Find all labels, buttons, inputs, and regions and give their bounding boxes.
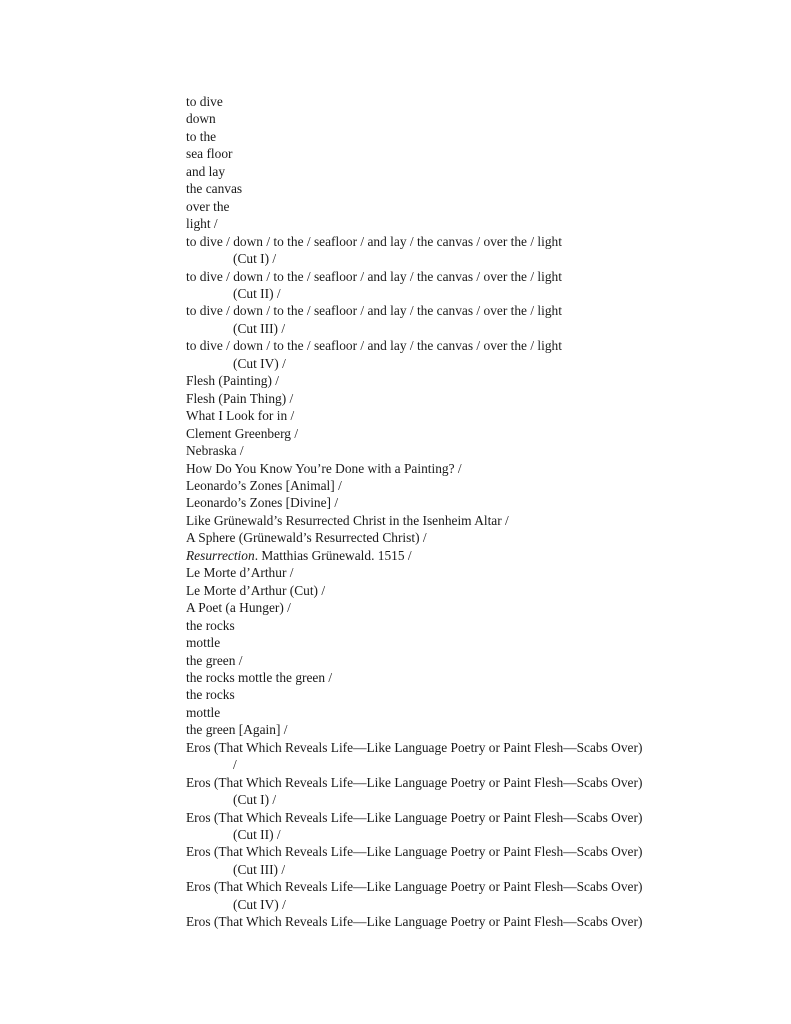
line-text: (Cut IV) / [233, 355, 286, 371]
line-text: (Cut II) / [233, 827, 281, 843]
text-line [186, 250, 746, 267]
line-text: Eros (That Which Reveals Life—Like Language Poetry or Paint Flesh—Scabs Over) [186, 774, 643, 790]
document-page [186, 93, 746, 931]
text-line [186, 809, 746, 826]
text-line [186, 407, 746, 424]
text-line [186, 913, 746, 930]
line-text: / [233, 757, 237, 773]
text-line [186, 547, 746, 564]
line-text: sea floor [186, 146, 233, 162]
text-line [186, 215, 746, 232]
text-line [186, 128, 746, 145]
line-text: Nebraska / [186, 443, 244, 459]
line-text: Leonardo’s Zones [Divine] / [186, 495, 339, 511]
italic-title: Resurrection [186, 547, 255, 563]
line-text: the rocks mottle the green / [186, 669, 333, 685]
line-text: Flesh (Pain Thing) / [186, 390, 294, 406]
text-line [186, 355, 746, 372]
line-text: Le Morte d’Arthur (Cut) / [186, 582, 326, 598]
text-line [186, 721, 746, 738]
line-text: Eros (That Which Reveals Life—Like Language Poetry or Paint Flesh—Scabs Over) [186, 844, 643, 860]
text-line [186, 163, 746, 180]
text-line [186, 285, 746, 302]
line-text: down [186, 111, 216, 127]
line-text: Flesh (Painting) / [186, 373, 279, 389]
line-text: the green [Again] / [186, 722, 288, 738]
line-text: Eros (That Which Reveals Life—Like Language Poetry or Paint Flesh—Scabs Over) [186, 879, 643, 895]
text-line [186, 529, 746, 546]
line-text: (Cut I) / [233, 251, 277, 267]
line-text: to dive / down / to the / seafloor / and lay / the canvas / over the / light [186, 233, 562, 249]
text-line [186, 599, 746, 616]
text-line [186, 564, 746, 581]
line-text: Leonardo’s Zones [Animal] / [186, 477, 342, 493]
text-line [186, 320, 746, 337]
text-line [186, 512, 746, 529]
text-line [186, 442, 746, 459]
line-text: Clement Greenberg / [186, 425, 299, 441]
line-text: the rocks [186, 687, 235, 703]
line-text: over the [186, 198, 230, 214]
line-text: to dive / down / to the / seafloor / and lay / the canvas / over the / light [186, 303, 562, 319]
text-line [186, 425, 746, 442]
line-text: How Do You Know You’re Done with a Painting? / [186, 460, 462, 476]
text-line [186, 302, 746, 319]
line-text: light / [186, 216, 218, 232]
text-line [186, 826, 746, 843]
text-line [186, 617, 746, 634]
text-line [186, 686, 746, 703]
text-line [186, 268, 746, 285]
line-text: Like Grünewald’s Resurrected Christ in the Isenheim Altar / [186, 512, 509, 528]
line-text: (Cut III) / [233, 861, 286, 877]
text-line [186, 390, 746, 407]
line-text: to dive [186, 94, 223, 109]
text-line [186, 739, 746, 756]
line-text: the green / [186, 652, 243, 668]
line-text: (Cut II) / [233, 285, 281, 301]
line-text: . Matthias Grünewald. 1515 / [254, 547, 412, 563]
line-text: (Cut I) / [233, 792, 277, 808]
text-line [186, 704, 746, 721]
text-line [186, 337, 746, 354]
text-line [186, 93, 746, 110]
text-line [186, 843, 746, 860]
line-text: Le Morte d’Arthur / [186, 565, 294, 581]
line-text: the canvas [186, 181, 243, 197]
line-text: mottle [186, 704, 221, 720]
text-line [186, 145, 746, 162]
text-line [186, 669, 746, 686]
text-line [186, 774, 746, 791]
text-line [186, 180, 746, 197]
line-text: Eros (That Which Reveals Life—Like Language Poetry or Paint Flesh—Scabs Over) [186, 739, 643, 755]
text-line [186, 634, 746, 651]
line-text: A Sphere (Grünewald’s Resurrected Christ) / [186, 530, 427, 546]
line-text: A Poet (a Hunger) / [186, 600, 291, 616]
text-line [186, 878, 746, 895]
text-line [186, 233, 746, 250]
text-line [186, 652, 746, 669]
text-line [186, 198, 746, 215]
line-text: mottle [186, 635, 221, 651]
text-line [186, 582, 746, 599]
line-text: Eros (That Which Reveals Life—Like Language Poetry or Paint Flesh—Scabs Over) [186, 809, 643, 825]
line-text: (Cut IV) / [233, 896, 286, 912]
line-text: to dive / down / to the / seafloor / and lay / the canvas / over the / light [186, 338, 562, 354]
line-text: Eros (That Which Reveals Life—Like Language Poetry or Paint Flesh—Scabs Over) [186, 914, 643, 930]
line-text: (Cut III) / [233, 320, 286, 336]
line-text: What I Look for in / [186, 408, 295, 424]
text-line [186, 372, 746, 389]
text-line [186, 756, 746, 773]
line-text: to dive / down / to the / seafloor / and lay / the canvas / over the / light [186, 268, 562, 284]
text-line [186, 861, 746, 878]
text-line [186, 494, 746, 511]
text-line [186, 896, 746, 913]
text-line [186, 460, 746, 477]
text-line [186, 791, 746, 808]
line-text: the rocks [186, 617, 235, 633]
text-line [186, 110, 746, 127]
line-text: to the [186, 128, 217, 144]
line-text: and lay [186, 163, 226, 179]
text-line [186, 477, 746, 494]
